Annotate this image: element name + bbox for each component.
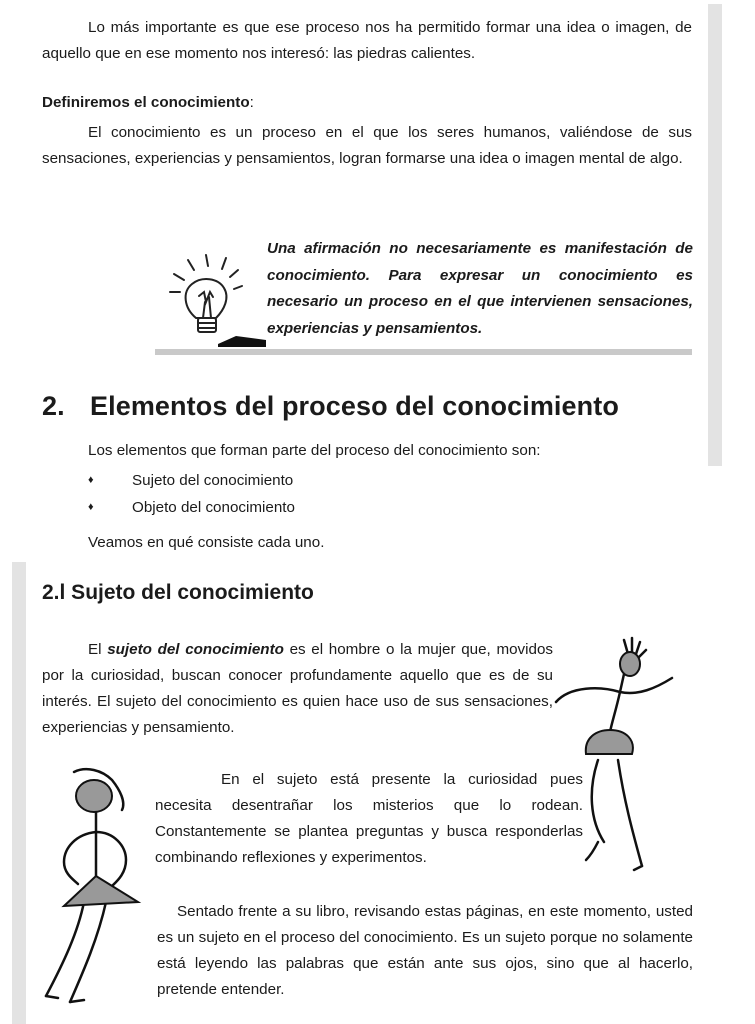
lightbulb-icon (166, 252, 266, 347)
subject-paragraph-2: En el sujeto está presente la curiosidad pues necesita desentrañar los misterios que lo rodean. Constantemente se plantea preguntas y busca responderlas combinando reflexiones y experimentos. (155, 771, 583, 866)
margin-bar-top (708, 4, 722, 466)
subject-paragraph-1: El sujeto del conocimiento es el hombre o la mujer que, movidos por la curiosidad, buscan conocer profundamente aquello que es de su interés. El sujeto del conocimiento es quien hace uso de sus sensaciones, experiencias y pensamiento. (42, 641, 553, 736)
subsection-heading: 2.l Sujeto del conocimiento (42, 581, 314, 604)
standing-figure-icon (40, 762, 158, 1012)
elements-list (88, 467, 295, 521)
definition-heading: Definiremos el conocimiento: (42, 94, 254, 111)
list-item: ♦ Objeto del conocimiento (88, 499, 295, 516)
list-item: ♦ Sujeto del conocimiento (88, 472, 294, 489)
section-outro: Veamos en qué consiste cada uno. (88, 534, 325, 551)
margin-bar-bottom (12, 562, 26, 1024)
callout-divider (155, 349, 692, 355)
dancing-figure-icon (548, 630, 678, 880)
subject-paragraph-3: Sentado frente a su libro, revisando estas páginas, en este momento, usted es un sujeto en el proceso del conocimiento. Es un sujeto porque no solamente está leyendo las palabras que están ante sus ojos, sino que al hacerlo, pretende entender. (157, 903, 693, 998)
section-heading: 2. Elementos del proceso del conocimiento (42, 391, 619, 421)
intro-paragraph: Lo más importante es que ese proceso nos ha permitido formar una idea o imagen, de aquello que en ese momento nos interesó: las piedras calientes. (42, 19, 692, 62)
definition-paragraph: El conocimiento es un proceso en el que los seres humanos, valiéndose de sus sensaciones, experiencias y pensamientos, logran formarse una idea o imagen mental de algo. (42, 124, 692, 167)
callout-text: Una afirmación no necesariamente es manifestación de conocimiento. Para expresar un conocimiento es necesario un proceso en el que intervienen sensaciones, experiencias y pensamientos. (267, 240, 693, 337)
section-intro: Los elementos que forman parte del proceso del conocimiento son: (88, 442, 541, 459)
